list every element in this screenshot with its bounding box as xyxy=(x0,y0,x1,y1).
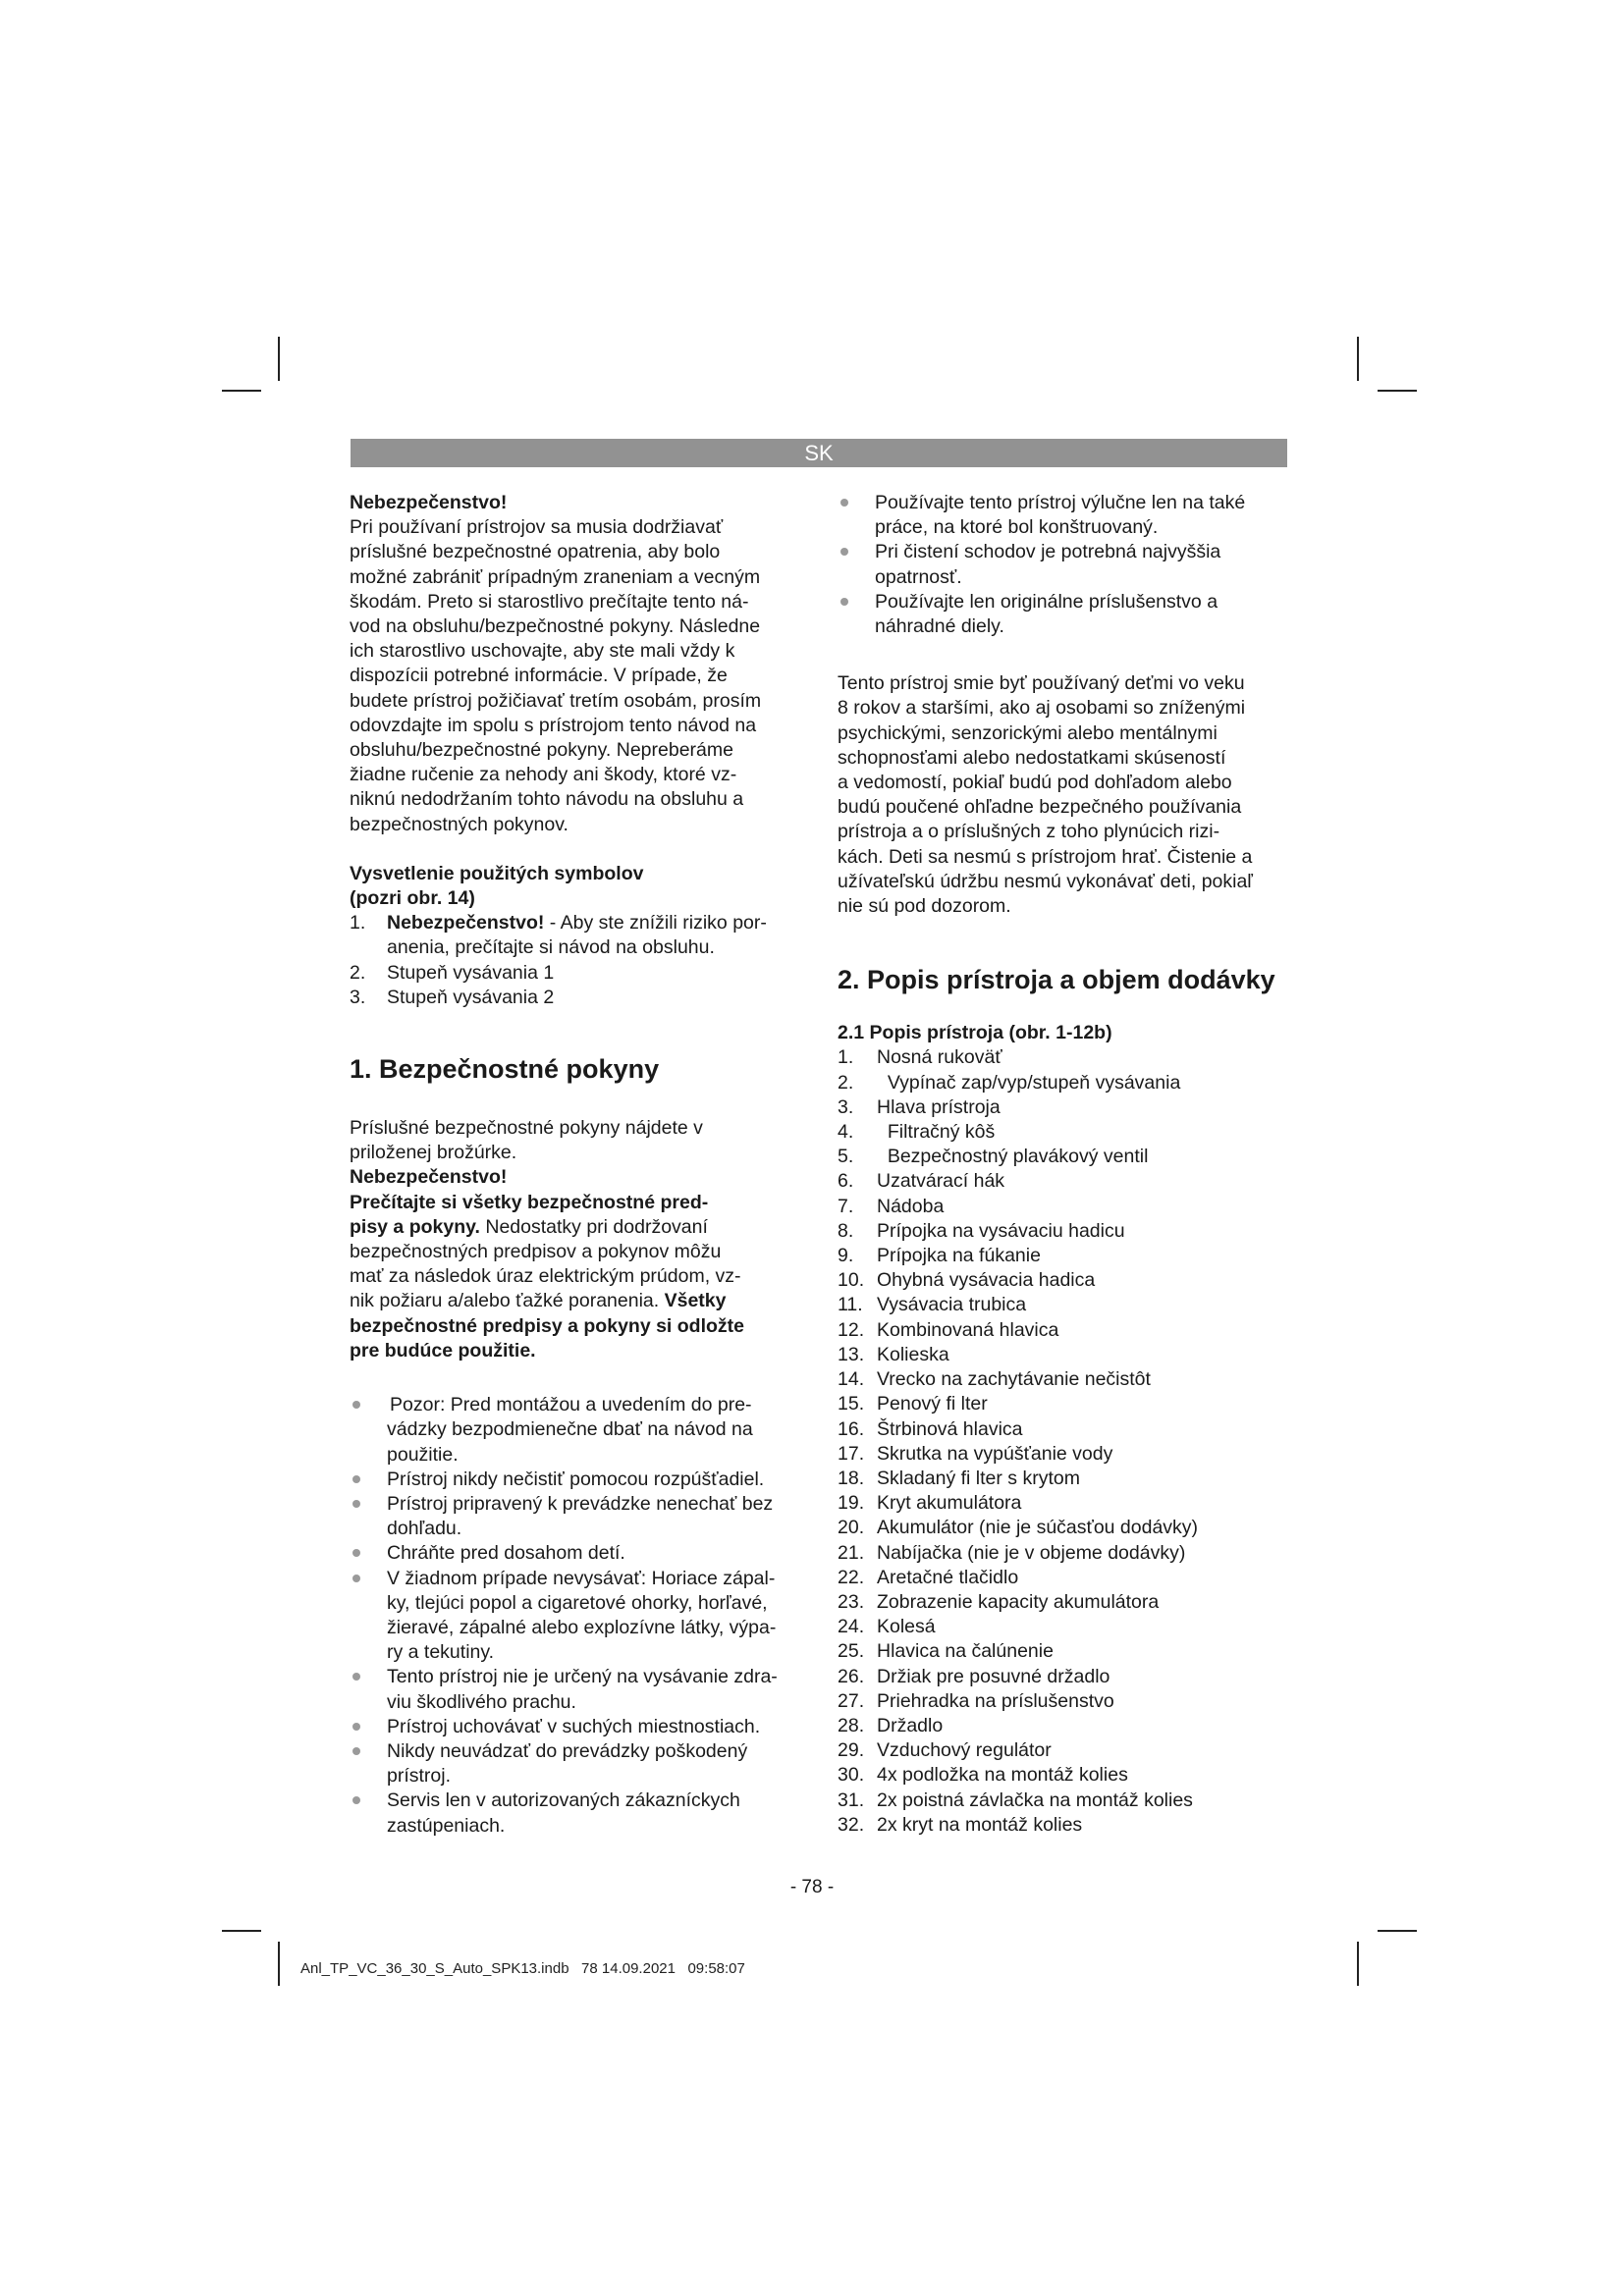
bullet-text: Servis len v autorizovaných zákazníckych xyxy=(387,1789,740,1812)
section-1-paragraph xyxy=(350,1116,793,1363)
list-item xyxy=(838,1516,1289,1540)
list-number: 8. xyxy=(838,1219,854,1242)
crop-mark xyxy=(1357,337,1359,381)
intro-line: obsluhu/bezpečnostné pokyny. Nepreberáme xyxy=(350,739,733,762)
list-number: 19. xyxy=(838,1492,865,1515)
list-item xyxy=(838,1417,1289,1442)
text-bold: pisy a pokyny. xyxy=(350,1215,480,1238)
part-name: Kombinovaná hlavica xyxy=(877,1318,1059,1341)
parts-list xyxy=(838,1045,1289,1838)
bullet-icon xyxy=(840,598,848,606)
list-item xyxy=(838,491,1289,540)
list-item xyxy=(350,1393,793,1468)
list-item xyxy=(838,1566,1289,1590)
list-number: 7. xyxy=(838,1195,854,1217)
bullet-text: Tento prístroj nie je určený na vysávanie zdra- xyxy=(387,1666,778,1688)
section-1-heading: 1. Bezpečnostné pokyny xyxy=(350,1054,660,1085)
bullet-text: prístroj. xyxy=(387,1765,452,1788)
text-line: užívateľskú údržbu nesmú vykonávať deti, pokiaľ xyxy=(838,870,1253,892)
list-item xyxy=(838,1343,1289,1367)
list-number: 16. xyxy=(838,1417,865,1440)
text-bold: Všetky xyxy=(664,1290,727,1312)
intro-line: niknú nedodržaním tohto návodu na obsluhu a xyxy=(350,788,744,811)
list-number: 6. xyxy=(838,1170,854,1193)
list-item xyxy=(838,1392,1289,1416)
part-name: Vzduchový regulátor xyxy=(877,1739,1052,1762)
part-name: Prípojka na fúkanie xyxy=(877,1245,1041,1267)
part-name: Bezpečnostný plavákový ventil xyxy=(877,1146,1149,1168)
text-line: psychickými, senzorickými alebo mentálnymi xyxy=(838,721,1218,744)
list-item xyxy=(838,1639,1289,1664)
text-line: a vedomostí, pokiaľ budú pod dohľadom alebo xyxy=(838,772,1232,794)
bullet-text: dohľadu. xyxy=(387,1518,462,1540)
list-item xyxy=(838,1789,1289,1813)
text-line: Príslušné bezpečnostné pokyny nájdete v xyxy=(350,1117,703,1140)
crop-mark xyxy=(1378,390,1417,392)
intro-warning-title: Nebezpečenstvo! xyxy=(350,492,508,513)
bullet-icon xyxy=(352,1747,360,1755)
bullet-text: ky, tlejúci popol a cigaretové ohorky, horľavé, xyxy=(387,1591,768,1614)
intro-line: bezpečnostných pokynov. xyxy=(350,813,568,835)
bullet-text: práce, na ktoré bol konštruovaný. xyxy=(875,516,1159,539)
list-item xyxy=(350,1492,793,1541)
list-item xyxy=(350,911,793,960)
list-number: 21. xyxy=(838,1541,865,1564)
page-number: - 78 - xyxy=(789,1877,835,1897)
part-name: Hlavica na čalúnenie xyxy=(877,1640,1054,1663)
list-item xyxy=(838,1045,1289,1070)
part-name: Nádoba xyxy=(877,1195,945,1217)
list-number: 28. xyxy=(838,1714,865,1736)
list-number: 14. xyxy=(838,1368,865,1391)
left-column xyxy=(350,491,793,1839)
crop-mark xyxy=(222,1930,261,1932)
text-line: Prečítajte si všetky bezpečnostné pred- xyxy=(350,1191,709,1213)
part-name: Aretačné tlačidlo xyxy=(877,1566,1019,1588)
list-number: 20. xyxy=(838,1517,865,1539)
crop-mark xyxy=(222,390,261,392)
bullet-text: Prístroj pripravený k prevádzke nenechať bez xyxy=(387,1492,774,1515)
right-column xyxy=(838,491,1289,1838)
list-item xyxy=(838,1467,1289,1491)
bullet-icon xyxy=(352,1673,360,1681)
list-item xyxy=(838,1714,1289,1738)
bullet-icon xyxy=(352,1796,360,1804)
text-line: budú poučené ohľadne bezpečného používania xyxy=(838,796,1242,819)
bullet-text: Pozor: Pred montážou a uvedením do pre- xyxy=(390,1394,752,1416)
list-number: 26. xyxy=(838,1665,865,1687)
list-number: 5. xyxy=(838,1146,854,1168)
list-number: 1. xyxy=(350,912,366,934)
list-number: 3. xyxy=(838,1095,854,1118)
bullet-text: Chráňte pred dosahom detí. xyxy=(387,1542,625,1565)
crop-mark xyxy=(1378,1930,1417,1932)
part-name: 2x poistná závlačka na montáž kolies xyxy=(877,1789,1193,1811)
list-number: 31. xyxy=(838,1789,865,1811)
warning-title: Nebezpečenstvo! xyxy=(350,1166,508,1189)
bullet-icon xyxy=(840,499,848,507)
list-item xyxy=(838,1244,1289,1268)
list-item xyxy=(838,1071,1289,1095)
symbol-name: Nebezpečenstvo! xyxy=(387,912,545,934)
safety-bullet-list xyxy=(350,1393,793,1839)
bullet-text: Používajte len originálne príslušenstvo a xyxy=(875,590,1218,613)
part-name: Nabíjačka (nie je v objeme dodávky) xyxy=(877,1541,1186,1564)
symbol-text: anenia, prečítajte si návod na obsluhu. xyxy=(387,936,715,959)
text-line: pre budúce použitie. xyxy=(350,1339,536,1362)
list-item xyxy=(350,1715,793,1739)
bullet-text: V žiadnom prípade nevysávať: Horiace zápal- xyxy=(387,1567,776,1589)
list-number: 3. xyxy=(350,986,366,1008)
list-number: 12. xyxy=(838,1318,865,1341)
bullet-text: zastúpeniach. xyxy=(387,1814,506,1837)
list-number: 24. xyxy=(838,1616,865,1638)
bullet-text: vádzky bezpodmienečne dbať na návod na xyxy=(387,1418,753,1441)
text-line: priloženej brožúrke. xyxy=(350,1142,517,1164)
bullet-icon xyxy=(352,1401,360,1409)
part-name: Prípojka na vysávaciu hadicu xyxy=(877,1219,1125,1242)
list-item xyxy=(838,1318,1289,1343)
bullet-icon xyxy=(352,1475,360,1483)
list-item xyxy=(838,1442,1289,1467)
list-item xyxy=(838,1145,1289,1169)
bullet-icon xyxy=(352,1723,360,1731)
bullet-icon xyxy=(352,1575,360,1582)
list-item xyxy=(838,1738,1289,1763)
part-name: Štrbinová hlavica xyxy=(877,1417,1023,1440)
symbols-list xyxy=(350,911,793,1010)
list-item xyxy=(350,1665,793,1714)
text-line: schopnosťami alebo nedostatkami skúseností xyxy=(838,746,1226,769)
symbols-heading: Vysvetlenie použitých symbolov xyxy=(350,862,644,884)
list-item xyxy=(838,1095,1289,1120)
bullet-text: použitie. xyxy=(387,1443,459,1466)
intro-line: ich starostlivo uschovajte, aby ste mali vždy k xyxy=(350,640,735,663)
list-number: 11. xyxy=(838,1294,863,1316)
bullet-text: náhradné diely. xyxy=(875,615,1004,638)
part-name: Penový fi lter xyxy=(877,1393,988,1415)
part-name: Ohybná vysávacia hadica xyxy=(877,1269,1096,1292)
list-number: 13. xyxy=(838,1343,865,1365)
list-item xyxy=(350,961,793,986)
list-item xyxy=(838,1120,1289,1145)
symbol-text: Stupeň vysávania 2 xyxy=(387,986,555,1008)
list-number: 17. xyxy=(838,1442,865,1465)
list-number: 2. xyxy=(350,961,366,984)
text-line: nie sú pod dozorom. xyxy=(838,895,1011,918)
list-number: 15. xyxy=(838,1393,865,1415)
bullet-text: ry a tekutiny. xyxy=(387,1641,495,1664)
list-number: 2. xyxy=(838,1071,854,1094)
part-name: Filtračný kôš xyxy=(877,1121,996,1144)
part-name: Vypínač zap/vyp/stupeň vysávania xyxy=(877,1071,1181,1094)
bullet-text: opatrnosť. xyxy=(875,565,962,588)
bullet-text: Pri čistení schodov je potrebná najvyššia xyxy=(875,541,1221,563)
list-item xyxy=(838,1268,1289,1293)
intro-line: žiadne ručenie za nehody ani škody, ktoré vz- xyxy=(350,764,737,786)
list-item xyxy=(838,1491,1289,1516)
text-line: bezpečnostné predpisy a pokyny si odložte xyxy=(350,1314,745,1337)
list-item xyxy=(838,1195,1289,1219)
part-name: Zobrazenie kapacity akumulátora xyxy=(877,1590,1160,1613)
intro-line: Pri používaní prístrojov sa musia dodržiavať xyxy=(350,516,724,539)
list-number: 4. xyxy=(838,1121,854,1144)
intro-paragraph xyxy=(350,515,793,837)
text-line: kách. Deti sa nesmú s prístrojom hrať. Čistenie a xyxy=(838,845,1253,868)
intro-line: budete prístroj požičiavať tretím osobám, prosím xyxy=(350,689,762,712)
list-item xyxy=(350,1789,793,1838)
part-name: Kolesá xyxy=(877,1616,936,1638)
list-item xyxy=(838,1665,1289,1689)
text-line: Tento prístroj smie byť používaný deťmi vo veku xyxy=(838,672,1245,695)
section-2-1-heading: 2.1 Popis prístroja (obr. 1-12b) xyxy=(838,1022,1112,1044)
list-item xyxy=(838,1813,1289,1838)
list-number: 1. xyxy=(838,1046,854,1069)
list-item xyxy=(838,1763,1289,1788)
list-item xyxy=(350,1468,793,1492)
intro-line: škodám. Preto si starostlivo prečítajte tento ná- xyxy=(350,590,749,613)
language-header-bar xyxy=(351,439,1287,467)
list-item xyxy=(838,1615,1289,1639)
bullet-text: žieravé, zápalné alebo explozívne látky, výpa- xyxy=(387,1616,777,1638)
part-name: 4x podložka na montáž kolies xyxy=(877,1764,1128,1787)
list-number: 18. xyxy=(838,1467,865,1489)
text-line: Nedostatky pri dodržovaní xyxy=(479,1215,708,1238)
list-item xyxy=(838,1169,1289,1194)
bullet-text: Prístroj nikdy nečistiť pomocou rozpúšťadiel. xyxy=(387,1468,765,1490)
part-name: Akumulátor (nie je súčasťou dodávky) xyxy=(877,1517,1199,1539)
intro-line: dispozícii potrebné informácie. V prípade, že xyxy=(350,665,728,687)
part-name: Vrecko na zachytávanie nečistôt xyxy=(877,1368,1151,1391)
list-number: 25. xyxy=(838,1640,865,1663)
section-2-heading: 2. Popis prístroja a objem dodávky xyxy=(838,965,1275,995)
crop-mark xyxy=(278,337,280,381)
list-item xyxy=(838,1367,1289,1392)
crop-mark xyxy=(1357,1942,1359,1986)
part-name: Skrutka na vypúšťanie vody xyxy=(877,1442,1113,1465)
part-name: Kryt akumulátora xyxy=(877,1492,1022,1515)
part-name: Hlava prístroja xyxy=(877,1095,1001,1118)
bullet-text: viu škodlivého prachu. xyxy=(387,1690,576,1713)
list-item xyxy=(838,540,1289,589)
list-number: 10. xyxy=(838,1269,865,1292)
part-name: Držadlo xyxy=(877,1714,944,1736)
bullet-icon xyxy=(840,548,848,556)
list-item xyxy=(838,1590,1289,1615)
bullet-text: Používajte tento prístroj výlučne len na také xyxy=(875,492,1246,513)
part-name: Držiak pre posuvné držadlo xyxy=(877,1665,1110,1687)
list-item xyxy=(350,986,793,1010)
text-line: mať za následok úraz elektrickým prúdom, vz- xyxy=(350,1265,741,1288)
part-name: Kolieska xyxy=(877,1343,949,1365)
list-item xyxy=(838,1293,1289,1317)
part-name: 2x kryt na montáž kolies xyxy=(877,1813,1083,1836)
text-line: nik požiaru a/alebo ťažké poranenia. xyxy=(350,1290,665,1312)
symbol-text: - Aby ste znížili riziko por- xyxy=(544,912,767,934)
list-item xyxy=(350,1567,793,1666)
list-number: 29. xyxy=(838,1739,865,1762)
children-paragraph xyxy=(838,671,1289,919)
symbol-text: Stupeň vysávania 1 xyxy=(387,961,555,984)
part-name: Uzatvárací hák xyxy=(877,1170,1005,1193)
list-number: 9. xyxy=(838,1245,854,1267)
intro-line: odovzdajte im spolu s prístrojom tento návod na xyxy=(350,714,757,736)
bullet-icon xyxy=(352,1549,360,1557)
crop-mark xyxy=(278,1942,280,1986)
list-item xyxy=(838,1219,1289,1244)
list-item xyxy=(838,1689,1289,1714)
print-footer: Anl_TP_VC_36_30_S_Auto_SPK13.indb 78 14.09.2021 09:58:07 xyxy=(300,1960,745,1977)
list-number: 22. xyxy=(838,1566,865,1588)
list-number: 27. xyxy=(838,1689,865,1712)
list-number: 32. xyxy=(838,1813,865,1836)
part-name: Priehradka na príslušenstvo xyxy=(877,1689,1114,1712)
bullet-icon xyxy=(352,1500,360,1508)
list-number: 23. xyxy=(838,1590,865,1613)
language-code: SK xyxy=(804,441,834,465)
part-name: Vysávacia trubica xyxy=(877,1294,1027,1316)
part-name: Skladaný fi lter s krytom xyxy=(877,1467,1080,1489)
text-line: prístroja a o príslušných z toho plynúcich rizi- xyxy=(838,821,1220,843)
intro-line: možné zabrániť prípadným zraneniam a vecným xyxy=(350,565,761,588)
part-name: Nosná rukoväť xyxy=(877,1046,1002,1069)
list-number: 30. xyxy=(838,1764,865,1787)
usage-bullet-list xyxy=(838,491,1289,639)
symbols-heading-ref: (pozri obr. 14) xyxy=(350,887,475,910)
list-item xyxy=(838,590,1289,639)
intro-line: príslušné bezpečnostné opatrenia, aby bolo xyxy=(350,541,721,563)
bullet-text: Nikdy neuvádzať do prevádzky poškodený xyxy=(387,1739,748,1762)
list-item xyxy=(838,1541,1289,1566)
text-line: bezpečnostných predpisov a pokynov môžu xyxy=(350,1241,722,1263)
bullet-text: Prístroj uchovávať v suchých miestnostiach. xyxy=(387,1715,761,1737)
text-line: 8 rokov a staršími, ako aj osobami so zníženými xyxy=(838,697,1246,720)
list-item xyxy=(350,1739,793,1789)
list-item xyxy=(350,1541,793,1566)
intro-line: vod na obsluhu/bezpečnostné pokyny. Následne xyxy=(350,615,761,638)
